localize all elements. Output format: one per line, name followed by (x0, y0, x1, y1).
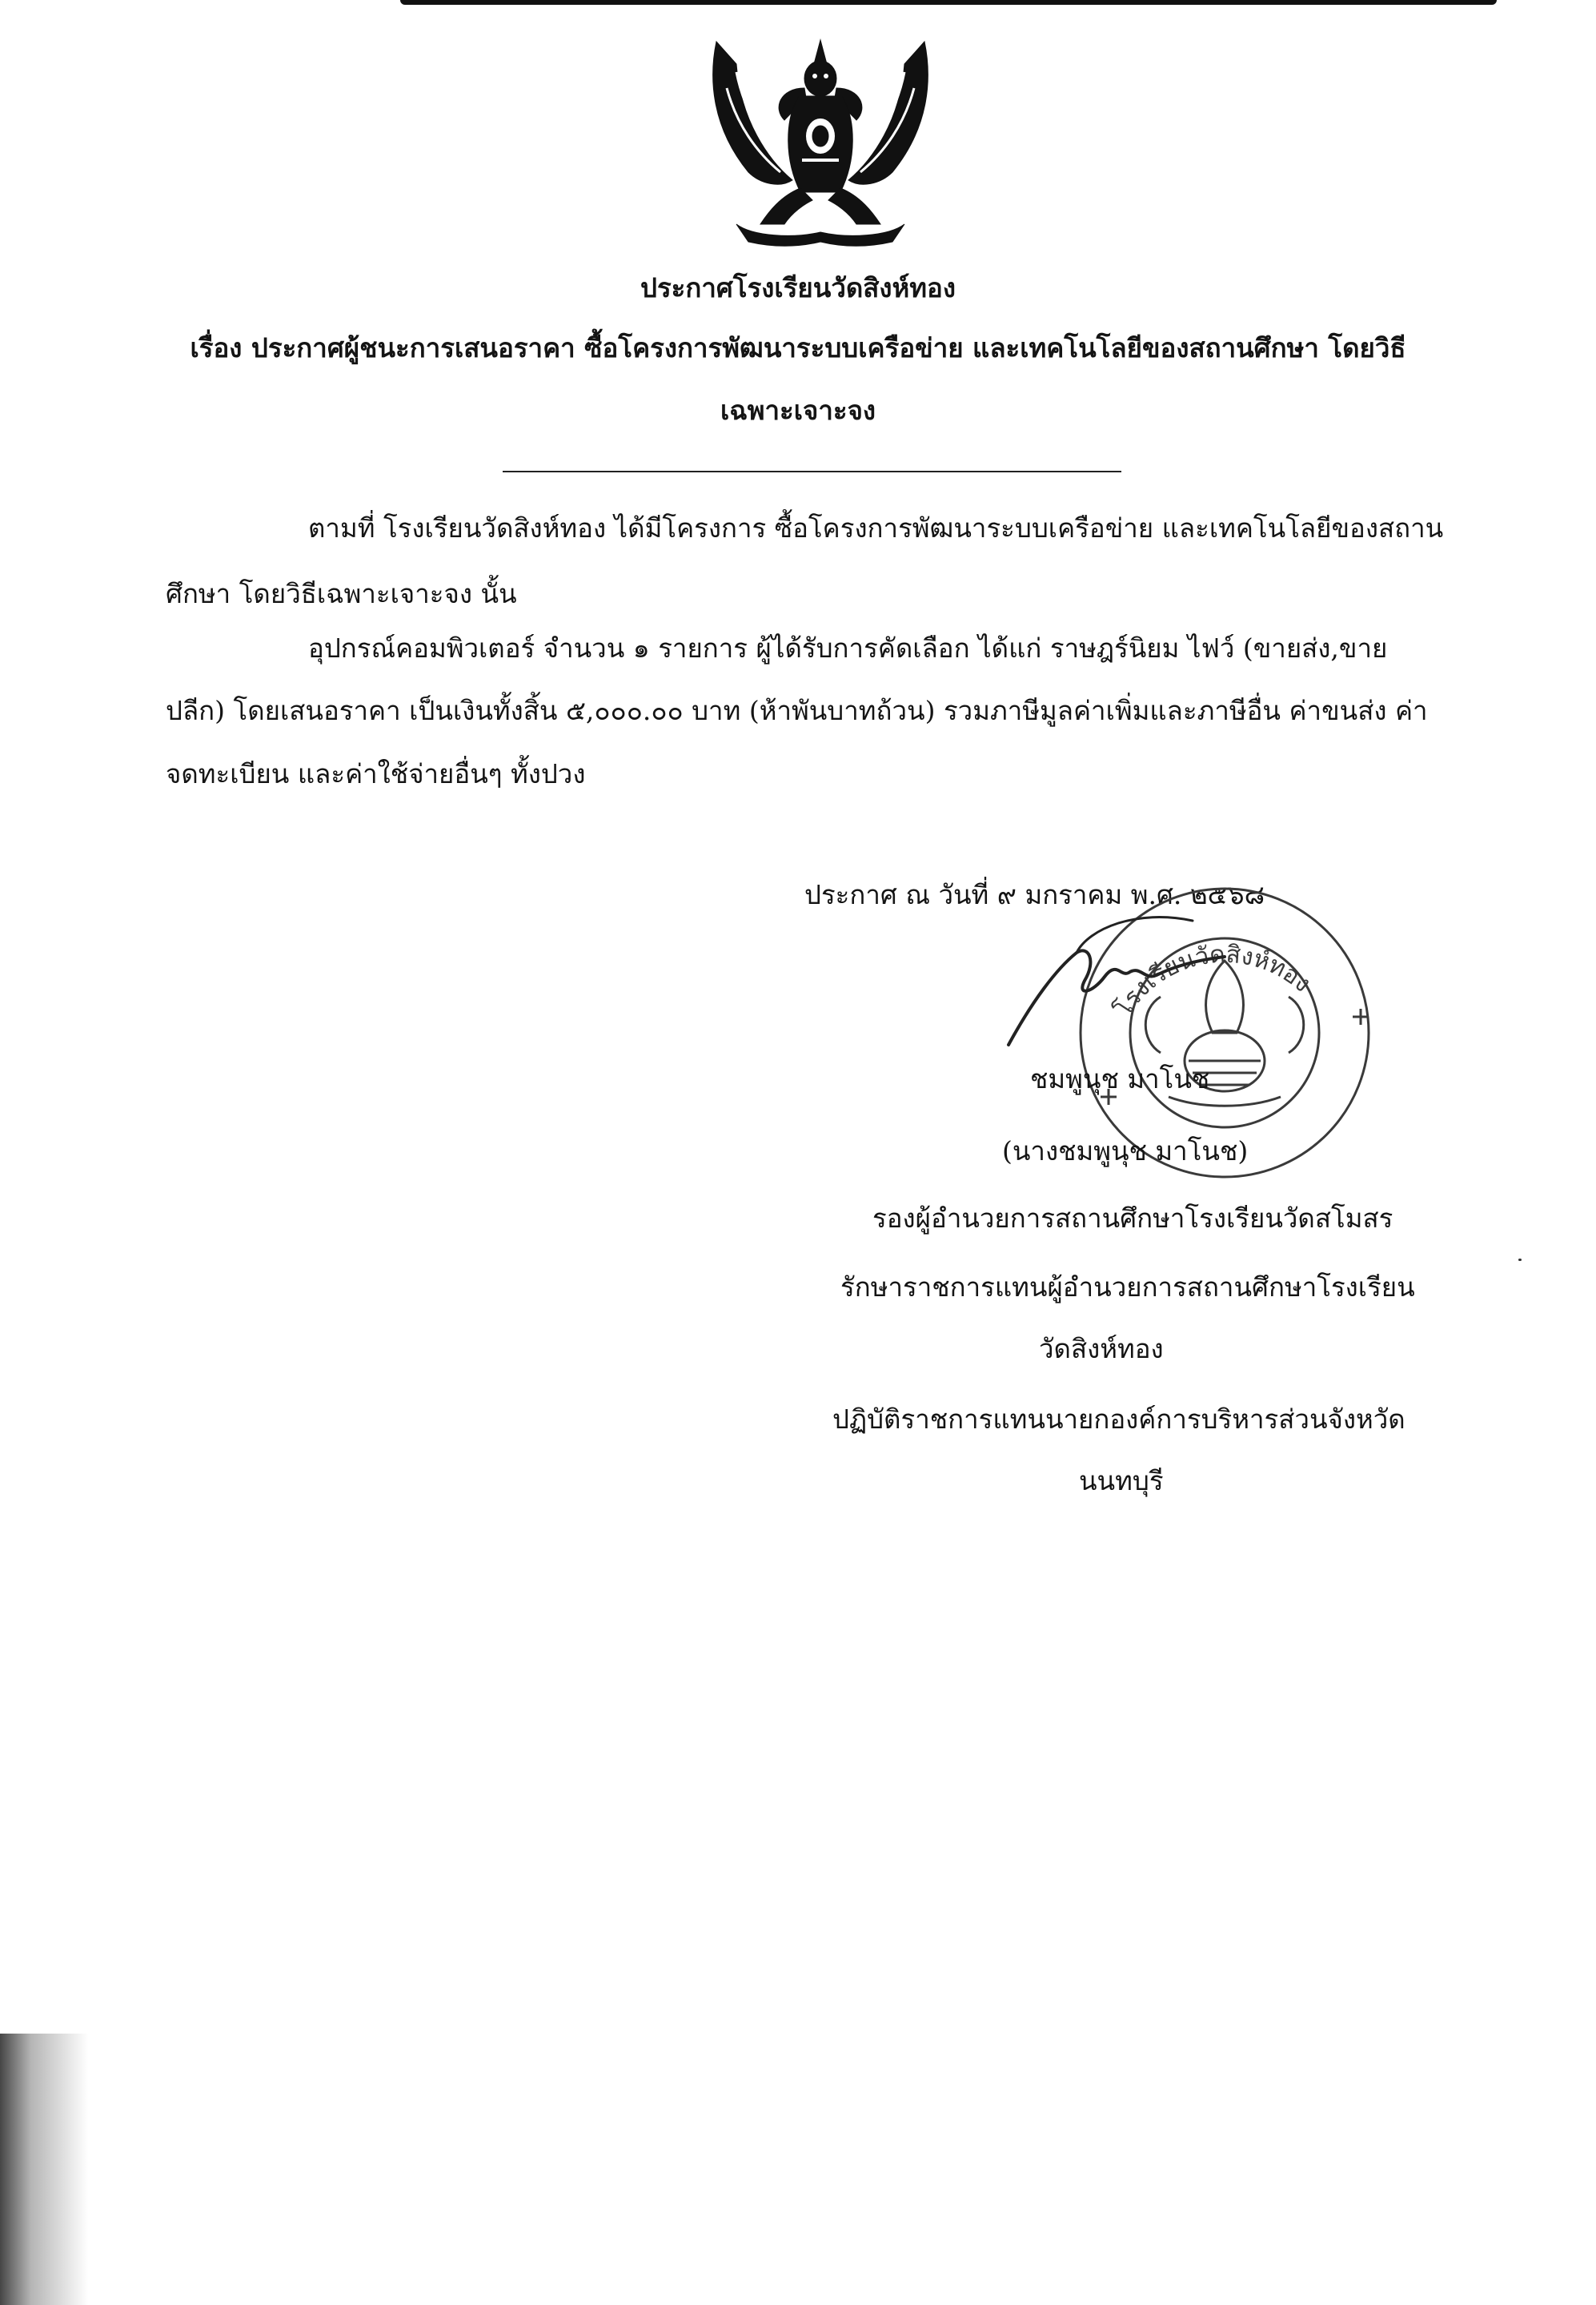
signer-position-line-3: วัดสิงห์ทอง (1039, 1333, 1164, 1364)
scan-speck (1518, 1259, 1522, 1261)
document-title: ประกาศโรงเรียนวัดสิงห์ทอง (640, 272, 956, 303)
garuda-emblem-icon (704, 32, 936, 256)
title-divider (503, 471, 1121, 472)
paragraph-1-line-1: ตามที่ โรงเรียนวัดสิงห์ทอง ได้มีโครงการ ซื้อโครงการพัฒนาระบบเครือข่าย และเทคโนโลยีของสถาน (308, 512, 1444, 544)
signed-name: ชมพูนุช มาโนช (1030, 1063, 1210, 1094)
subject-line-2: เฉพาะเจาะจง (720, 395, 876, 426)
signer-full-name: (นางชมพูนุช มาโนช) (1002, 1135, 1249, 1167)
paragraph-1-line-2: ศึกษา โดยวิธีเฉพาะเจาะจง นั้น (166, 578, 517, 609)
signer-position-line-4: ปฏิบัติราชการแทนนายกองค์การบริหารส่วนจังหวัด (832, 1403, 1406, 1435)
signer-position-line-2: รักษาราชการแทนผู้อำนวยการสถานศึกษาโรงเรียน (840, 1271, 1415, 1303)
paper-top-edge-shadow (400, 0, 1497, 5)
paper-corner-shadow (0, 2034, 88, 2305)
paragraph-2-line-2: ปลีก) โดยเสนอราคา เป็นเงินทั้งสิ้น ๕,๐๐๐.๐๐ บาท (ห้าพันบาทถ้วน) รวมภาษีมูลค่าเพิ่มและภาษีอื่น ค่าขนส่ง ค่า (166, 695, 1428, 726)
signer-position-line-1: รองผู้อำนวยการสถานศึกษาโรงเรียนวัดสโมสร (872, 1203, 1393, 1234)
subject-line-1: เรื่อง ประกาศผู้ชนะการเสนอราคา ซื้อโครงการพัฒนาระบบเครือข่าย และเทคโนโลยีของสถานศึกษา โดยวิธี (190, 332, 1406, 363)
paragraph-2-line-3: จดทะเบียน และค่าใช้จ่ายอื่นๆ ทั้งปวง (166, 758, 586, 789)
signer-position-line-5: นนทบุรี (1079, 1465, 1164, 1496)
handwritten-signature (1001, 905, 1241, 1057)
seal-top-text: โรงเรียนวัดสิงห์ทอง (1109, 940, 1317, 1022)
paragraph-2-line-1: อุปกรณ์คอมพิวเตอร์ จำนวน ๑ รายการ ผู้ได้รับการคัดเลือก ได้แก่ ราษฎร์นิยม ไฟว์ (ขายส่ง,ขาย (308, 632, 1388, 664)
announcement-date: ประกาศ ณ วันที่ ๙ มกราคม พ.ศ. ๒๕๖๘ (804, 879, 1265, 910)
